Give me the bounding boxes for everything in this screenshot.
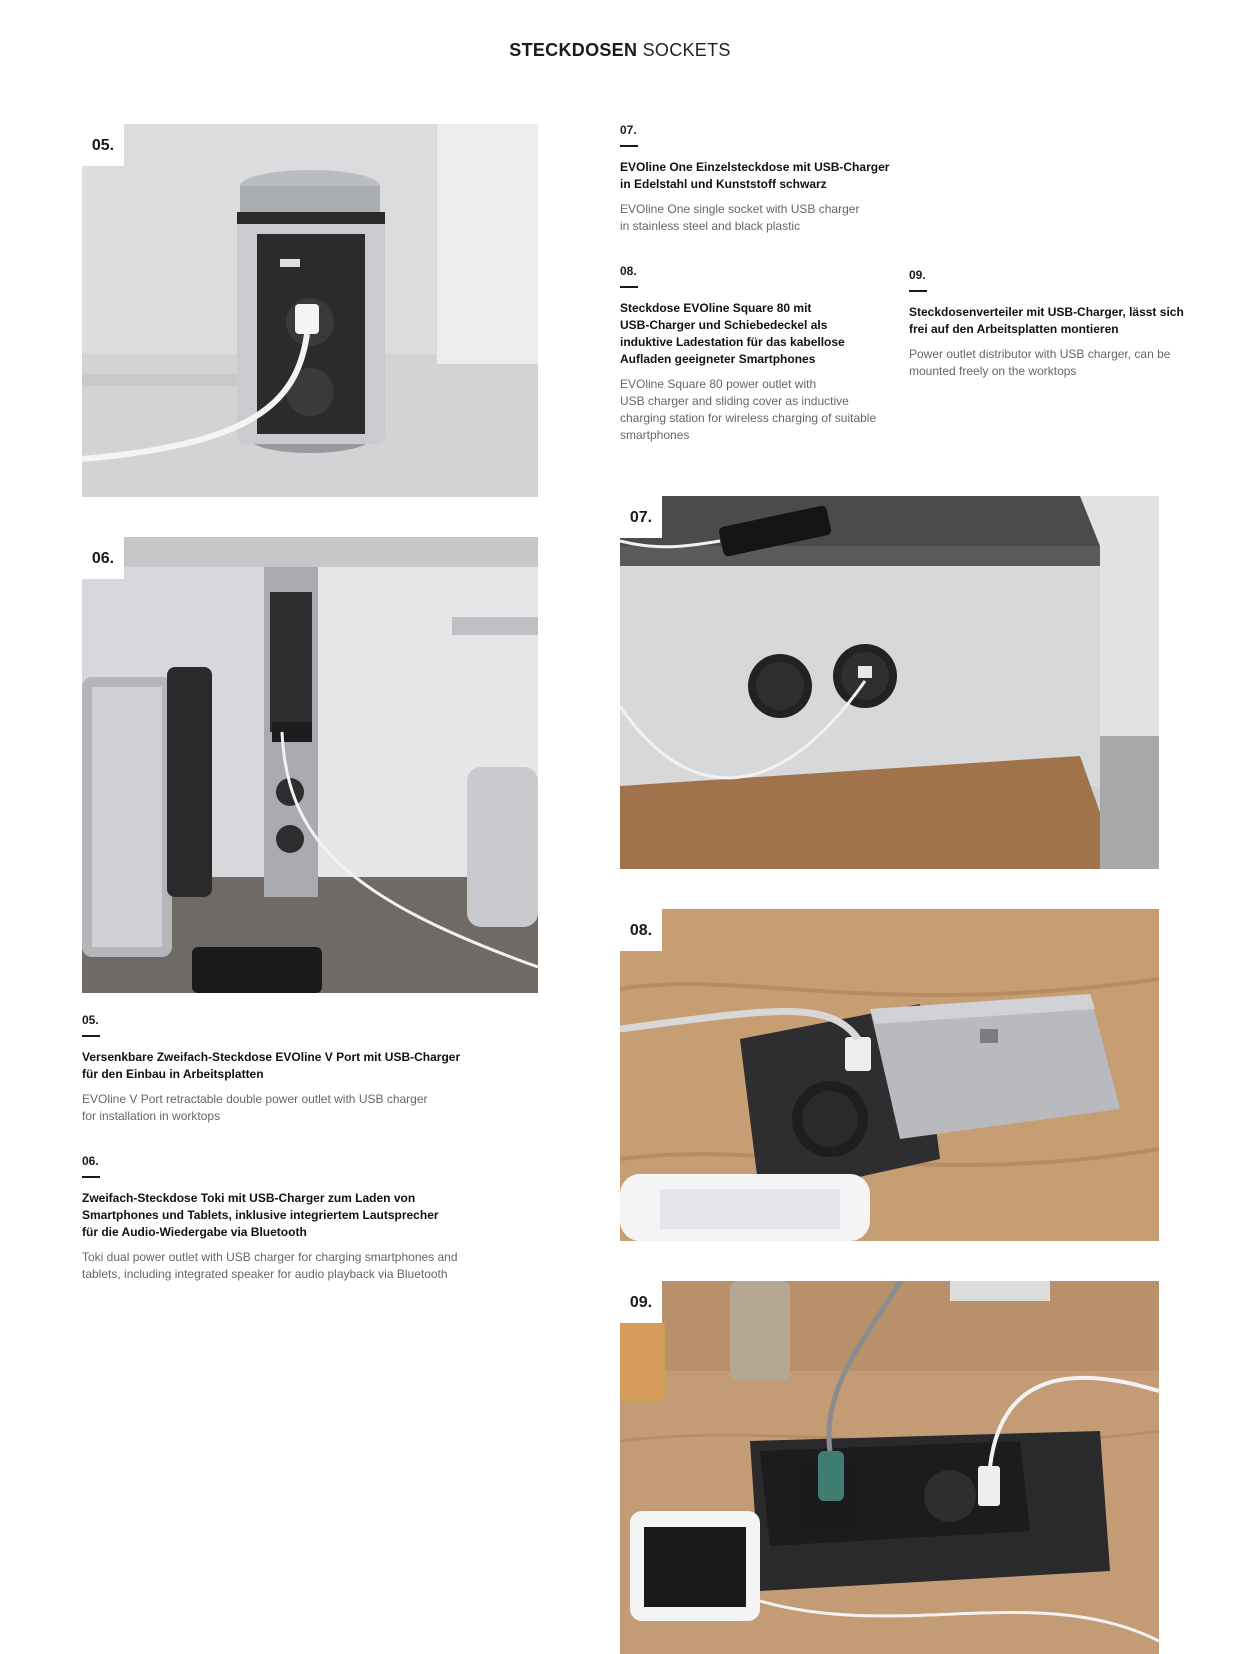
caption-06-de-line: Smartphones und Tablets, inklusive integriertem Lautsprecher	[82, 1208, 439, 1222]
photo-08-badge: 08.	[620, 909, 662, 951]
caption-07-de-line: in Edelstahl und Kunststoff schwarz	[620, 177, 827, 191]
caption-05-rule	[82, 1035, 100, 1037]
photo-05	[82, 124, 538, 497]
caption-08-number: 08.	[620, 264, 637, 278]
caption-05-german	[82, 1049, 542, 1083]
caption-06-en-line: Toki dual power outlet with USB charger for charging smartphones and	[82, 1250, 458, 1264]
photo-09-badge: 09.	[620, 1281, 662, 1323]
caption-08	[620, 264, 900, 444]
caption-09-rule	[909, 290, 927, 292]
pop-up-socket-illustration	[82, 124, 538, 497]
caption-09-de-line: frei auf den Arbeitsplatten montieren	[909, 322, 1119, 336]
caption-07-en-line: EVOline One single socket with USB charger	[620, 202, 860, 216]
evoline-one-illustration	[620, 496, 1159, 869]
caption-06-english	[82, 1249, 542, 1283]
caption-06-de-line: Zweifach-Steckdose Toki mit USB-Charger zum Laden von	[82, 1191, 416, 1205]
caption-09-de-line: Steckdosenverteiler mit USB-Charger, lässt sich	[909, 305, 1184, 319]
caption-07	[620, 123, 900, 235]
socket-distributor-illustration	[620, 1281, 1159, 1654]
photo-09	[620, 1281, 1159, 1654]
caption-06-number: 06.	[82, 1154, 99, 1168]
header-title-bold: STECKDOSEN	[509, 40, 638, 60]
caption-05	[82, 1013, 542, 1125]
caption-06-de-line: für die Audio-Wiedergabe via Bluetooth	[82, 1225, 307, 1239]
evoline-square-illustration	[620, 909, 1159, 1241]
photo-06	[82, 537, 538, 993]
caption-07-en-line: in stainless steel and black plastic	[620, 219, 801, 233]
caption-08-german	[620, 300, 900, 368]
caption-07-rule	[620, 145, 638, 147]
caption-05-number: 05.	[82, 1013, 99, 1027]
caption-08-en-line: USB charger and sliding cover as inductive	[620, 394, 849, 408]
photo-06-badge: 06.	[82, 537, 124, 579]
caption-08-de-line: Steckdose EVOline Square 80 mit	[620, 301, 812, 315]
caption-07-english	[620, 201, 900, 235]
caption-08-english	[620, 376, 900, 444]
photo-07-badge: 07.	[620, 496, 662, 538]
caption-07-number: 07.	[620, 123, 637, 137]
caption-08-de-line: Aufladen geeigneter Smartphones	[620, 352, 816, 366]
photo-07	[620, 496, 1159, 869]
header-title-light: SOCKETS	[642, 40, 731, 60]
caption-09-english	[909, 346, 1199, 380]
caption-08-en-line: charging station for wireless charging of suitable	[620, 411, 877, 425]
caption-06	[82, 1154, 542, 1283]
caption-05-en-line: EVOline V Port retractable double power outlet with USB charger	[82, 1092, 428, 1106]
caption-05-english	[82, 1091, 542, 1125]
caption-05-de-line: für den Einbau in Arbeitsplatten	[82, 1067, 264, 1081]
caption-06-en-line: tablets, including integrated speaker for audio playback via Bluetooth	[82, 1267, 448, 1281]
toki-socket-illustration	[82, 537, 538, 993]
caption-05-de-line: Versenkbare Zweifach-Steckdose EVOline V Port mit USB-Charger	[82, 1050, 461, 1064]
caption-07-german	[620, 159, 900, 193]
photo-08	[620, 909, 1159, 1241]
caption-05-en-line: for installation in worktops	[82, 1109, 221, 1123]
caption-09-en-line: Power outlet distributor with USB charger, can be	[909, 347, 1171, 361]
caption-09-en-line: mounted freely on the worktops	[909, 364, 1077, 378]
caption-06-german	[82, 1190, 542, 1241]
caption-06-rule	[82, 1176, 100, 1178]
caption-08-en-line: smartphones	[620, 428, 690, 442]
caption-08-de-line: USB-Charger und Schiebedeckel als	[620, 318, 828, 332]
caption-08-rule	[620, 286, 638, 288]
caption-08-en-line: EVOline Square 80 power outlet with	[620, 377, 817, 391]
caption-09-german	[909, 304, 1199, 338]
photo-05-badge: 05.	[82, 124, 124, 166]
caption-09-number: 09.	[909, 268, 926, 282]
caption-07-de-line: EVOline One Einzelsteckdose mit USB-Charger	[620, 160, 890, 174]
caption-09	[909, 268, 1199, 380]
caption-08-de-line: induktive Ladestation für das kabellose	[620, 335, 845, 349]
page-header	[0, 40, 1240, 61]
